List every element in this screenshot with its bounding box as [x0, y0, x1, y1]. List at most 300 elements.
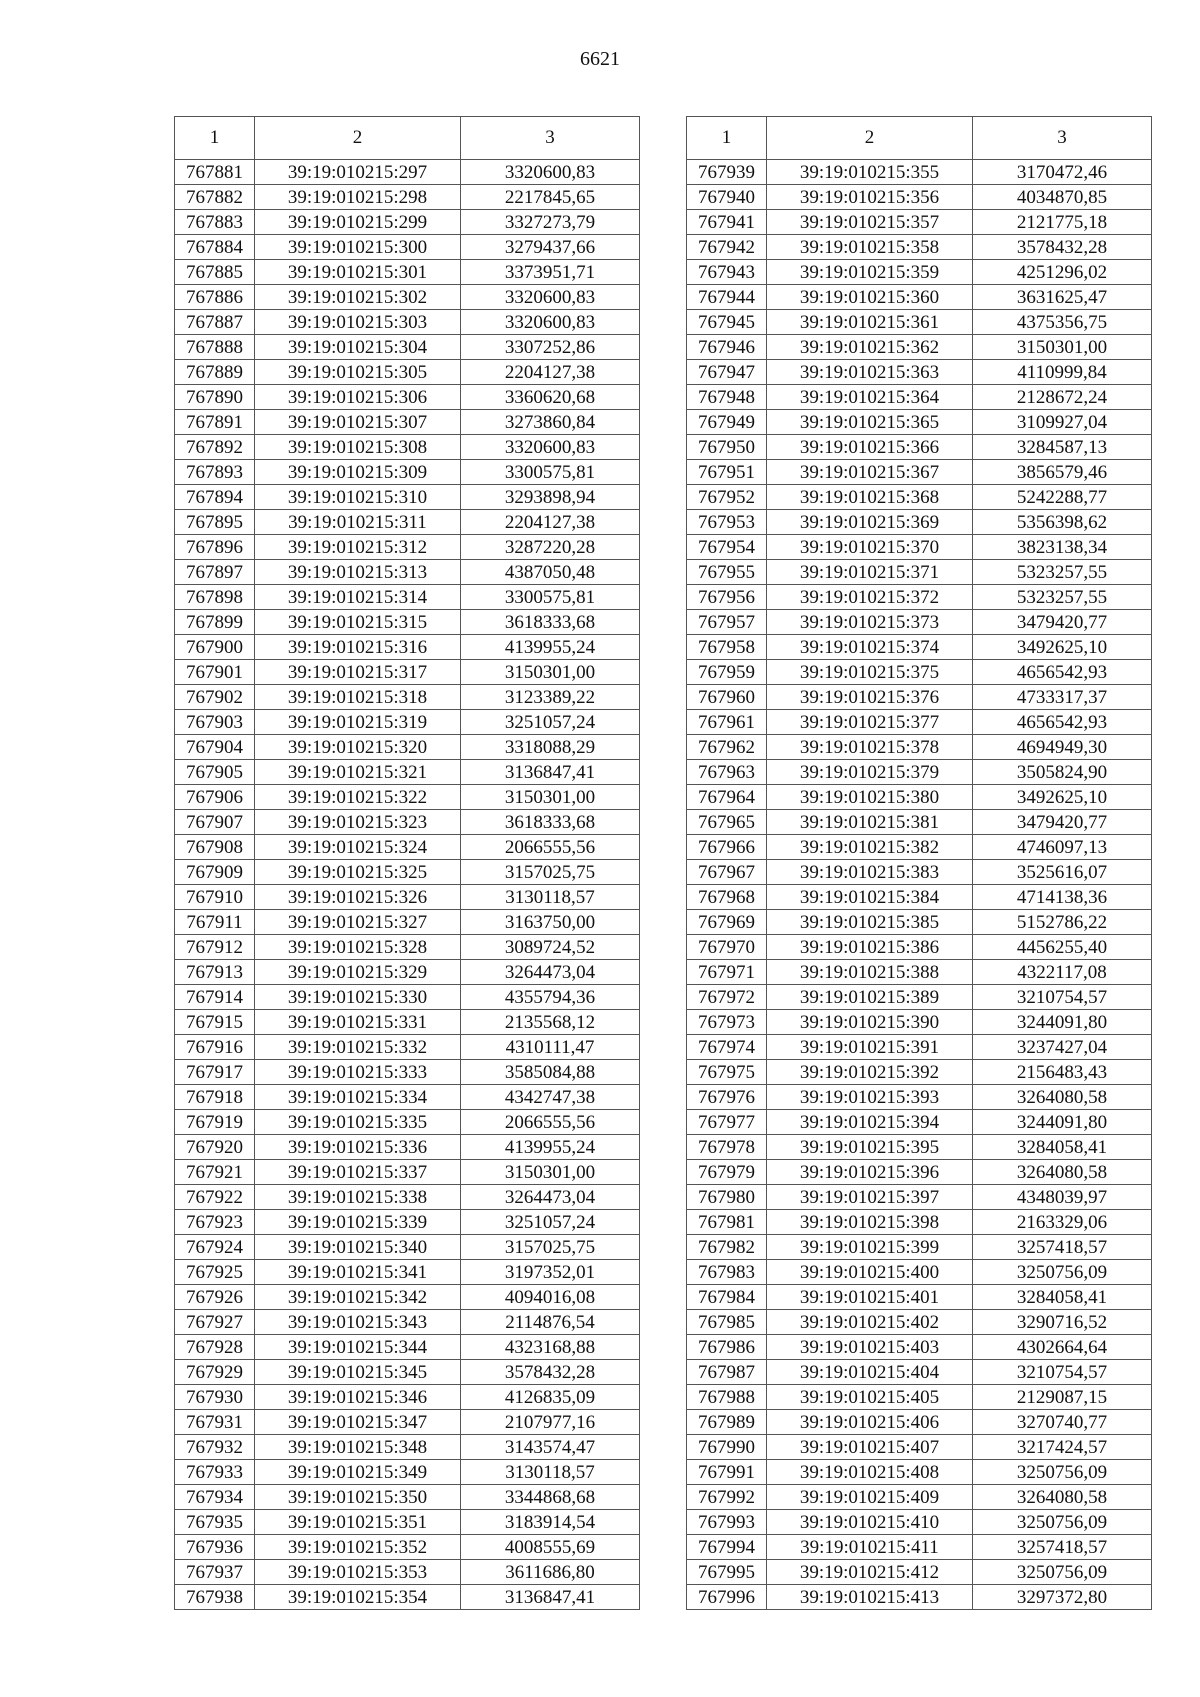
value-cell: 3320600,83	[461, 310, 640, 335]
value-cell: 3578432,28	[461, 1360, 640, 1385]
cadastral-number-cell: 39:19:010215:405	[767, 1385, 973, 1410]
row-number-cell: 767959	[687, 660, 767, 685]
cadastral-number-cell: 39:19:010215:347	[255, 1410, 461, 1435]
table-row	[687, 710, 1152, 735]
table-row	[175, 260, 640, 285]
row-number-cell: 767892	[175, 435, 255, 460]
row-number-cell: 767969	[687, 910, 767, 935]
table-row	[687, 1460, 1152, 1485]
table-row	[687, 385, 1152, 410]
cadastral-number-cell: 39:19:010215:349	[255, 1460, 461, 1485]
cadastral-number-cell: 39:19:010215:321	[255, 760, 461, 785]
value-cell: 3284587,13	[973, 435, 1152, 460]
value-cell: 2066555,56	[461, 1110, 640, 1135]
table-row	[687, 1135, 1152, 1160]
cadastral-number-cell: 39:19:010215:337	[255, 1160, 461, 1185]
value-cell: 3492625,10	[973, 785, 1152, 810]
row-number-cell: 767929	[175, 1360, 255, 1385]
row-number-cell: 767904	[175, 735, 255, 760]
value-cell: 3170472,46	[973, 160, 1152, 185]
row-number-cell: 767932	[175, 1435, 255, 1460]
table-row	[175, 1360, 640, 1385]
cadastral-number-cell: 39:19:010215:350	[255, 1485, 461, 1510]
cadastral-number-cell: 39:19:010215:381	[767, 810, 973, 835]
row-number-cell: 767914	[175, 985, 255, 1010]
value-cell: 4310111,47	[461, 1035, 640, 1060]
cadastral-number-cell: 39:19:010215:304	[255, 335, 461, 360]
value-cell: 2156483,43	[973, 1060, 1152, 1085]
table-row	[687, 1010, 1152, 1035]
row-number-cell: 767988	[687, 1385, 767, 1410]
header-row	[687, 117, 1152, 160]
cadastral-number-cell: 39:19:010215:366	[767, 435, 973, 460]
cadastral-number-cell: 39:19:010215:367	[767, 460, 973, 485]
value-cell: 2121775,18	[973, 210, 1152, 235]
value-cell: 4322117,08	[973, 960, 1152, 985]
cadastral-number-cell: 39:19:010215:338	[255, 1185, 461, 1210]
table-row	[687, 960, 1152, 985]
cadastral-number-cell: 39:19:010215:389	[767, 985, 973, 1010]
value-cell: 3284058,41	[973, 1285, 1152, 1310]
table-row	[687, 560, 1152, 585]
row-number-cell: 767889	[175, 360, 255, 385]
value-cell: 5323257,55	[973, 560, 1152, 585]
row-number-cell: 767885	[175, 260, 255, 285]
table-row	[687, 460, 1152, 485]
cadastral-number-cell: 39:19:010215:412	[767, 1560, 973, 1585]
table-row	[175, 335, 640, 360]
cadastral-number-cell: 39:19:010215:410	[767, 1510, 973, 1535]
row-number-cell: 767908	[175, 835, 255, 860]
row-number-cell: 767951	[687, 460, 767, 485]
cadastral-number-cell: 39:19:010215:378	[767, 735, 973, 760]
cadastral-number-cell: 39:19:010215:403	[767, 1335, 973, 1360]
cadastral-number-cell: 39:19:010215:354	[255, 1585, 461, 1610]
row-number-cell: 767947	[687, 360, 767, 385]
table-row	[175, 760, 640, 785]
value-cell: 3618333,68	[461, 610, 640, 635]
value-cell: 3210754,57	[973, 1360, 1152, 1385]
value-cell: 3163750,00	[461, 910, 640, 935]
table-row	[687, 285, 1152, 310]
row-number-cell: 767996	[687, 1585, 767, 1610]
row-number-cell: 767966	[687, 835, 767, 860]
table-row	[687, 1360, 1152, 1385]
row-number-cell: 767881	[175, 160, 255, 185]
column-header-1: 1	[687, 117, 767, 160]
row-number-cell: 767941	[687, 210, 767, 235]
column-header-3: 3	[461, 117, 640, 160]
cadastral-number-cell: 39:19:010215:353	[255, 1560, 461, 1585]
cadastral-number-cell: 39:19:010215:408	[767, 1460, 973, 1485]
row-number-cell: 767940	[687, 185, 767, 210]
row-number-cell: 767936	[175, 1535, 255, 1560]
row-number-cell: 767899	[175, 610, 255, 635]
row-number-cell: 767906	[175, 785, 255, 810]
row-number-cell: 767910	[175, 885, 255, 910]
row-number-cell: 767945	[687, 310, 767, 335]
value-cell: 4126835,09	[461, 1385, 640, 1410]
value-cell: 3251057,24	[461, 1210, 640, 1235]
table-row	[175, 310, 640, 335]
row-number-cell: 767957	[687, 610, 767, 635]
value-cell: 3264080,58	[973, 1160, 1152, 1185]
cadastral-number-cell: 39:19:010215:362	[767, 335, 973, 360]
row-number-cell: 767891	[175, 410, 255, 435]
cadastral-number-cell: 39:19:010215:391	[767, 1035, 973, 1060]
value-cell: 4355794,36	[461, 985, 640, 1010]
value-cell: 3136847,41	[461, 1585, 640, 1610]
row-number-cell: 767987	[687, 1360, 767, 1385]
cadastral-number-cell: 39:19:010215:311	[255, 510, 461, 535]
row-number-cell: 767930	[175, 1385, 255, 1410]
table-row	[175, 585, 640, 610]
cadastral-number-cell: 39:19:010215:313	[255, 560, 461, 585]
value-cell: 3287220,28	[461, 535, 640, 560]
row-number-cell: 767964	[687, 785, 767, 810]
table-row	[687, 1310, 1152, 1335]
table-row	[175, 385, 640, 410]
row-number-cell: 767921	[175, 1160, 255, 1185]
cadastral-number-cell: 39:19:010215:335	[255, 1110, 461, 1135]
table-row	[687, 510, 1152, 535]
table-row	[175, 1410, 640, 1435]
row-number-cell: 767990	[687, 1435, 767, 1460]
row-number-cell: 767893	[175, 460, 255, 485]
row-number-cell: 767927	[175, 1310, 255, 1335]
row-number-cell: 767971	[687, 960, 767, 985]
value-cell: 3150301,00	[461, 1160, 640, 1185]
table-row	[175, 1385, 640, 1410]
table-row	[175, 1260, 640, 1285]
row-number-cell: 767975	[687, 1060, 767, 1085]
table-row	[175, 860, 640, 885]
cadastral-number-cell: 39:19:010215:396	[767, 1160, 973, 1185]
value-cell: 3143574,47	[461, 1435, 640, 1460]
table-row	[687, 910, 1152, 935]
cadastral-number-cell: 39:19:010215:339	[255, 1210, 461, 1235]
value-cell: 3237427,04	[973, 1035, 1152, 1060]
cadastral-number-cell: 39:19:010215:386	[767, 935, 973, 960]
cadastral-number-cell: 39:19:010215:377	[767, 710, 973, 735]
table-row	[687, 335, 1152, 360]
row-number-cell: 767993	[687, 1510, 767, 1535]
table-row	[175, 535, 640, 560]
cadastral-number-cell: 39:19:010215:320	[255, 735, 461, 760]
row-number-cell: 767983	[687, 1260, 767, 1285]
value-cell: 4733317,37	[973, 685, 1152, 710]
table-row	[687, 1510, 1152, 1535]
value-cell: 3479420,77	[973, 610, 1152, 635]
table-row	[175, 635, 640, 660]
cadastral-number-cell: 39:19:010215:307	[255, 410, 461, 435]
table-row	[687, 1485, 1152, 1510]
value-cell: 4375356,75	[973, 310, 1152, 335]
value-cell: 3300575,81	[461, 585, 640, 610]
row-number-cell: 767984	[687, 1285, 767, 1310]
row-number-cell: 767882	[175, 185, 255, 210]
table-row	[687, 1160, 1152, 1185]
table-row	[687, 1035, 1152, 1060]
table-row	[175, 710, 640, 735]
cadastral-number-cell: 39:19:010215:351	[255, 1510, 461, 1535]
cadastral-number-cell: 39:19:010215:406	[767, 1410, 973, 1435]
table-row	[687, 1435, 1152, 1460]
row-number-cell: 767944	[687, 285, 767, 310]
value-cell: 4342747,38	[461, 1085, 640, 1110]
cadastral-number-cell: 39:19:010215:390	[767, 1010, 973, 1035]
row-number-cell: 767953	[687, 510, 767, 535]
row-number-cell: 767960	[687, 685, 767, 710]
cadastral-number-cell: 39:19:010215:392	[767, 1060, 973, 1085]
row-number-cell: 767884	[175, 235, 255, 260]
cadastral-number-cell: 39:19:010215:340	[255, 1235, 461, 1260]
row-number-cell: 767907	[175, 810, 255, 835]
value-cell: 3251057,24	[461, 710, 640, 735]
cadastral-number-cell: 39:19:010215:317	[255, 660, 461, 685]
value-cell: 4746097,13	[973, 835, 1152, 860]
table-row	[687, 185, 1152, 210]
table-row	[687, 1535, 1152, 1560]
value-cell: 2135568,12	[461, 1010, 640, 1035]
table-left	[174, 116, 640, 1610]
row-number-cell: 767994	[687, 1535, 767, 1560]
table-row	[175, 1235, 640, 1260]
value-cell: 3257418,57	[973, 1535, 1152, 1560]
table-row	[687, 1410, 1152, 1435]
cadastral-number-cell: 39:19:010215:322	[255, 785, 461, 810]
row-number-cell: 767918	[175, 1085, 255, 1110]
row-number-cell: 767946	[687, 335, 767, 360]
row-number-cell: 767982	[687, 1235, 767, 1260]
cadastral-number-cell: 39:19:010215:341	[255, 1260, 461, 1285]
value-cell: 4094016,08	[461, 1285, 640, 1310]
row-number-cell: 767912	[175, 935, 255, 960]
table-row	[175, 410, 640, 435]
column-header-2: 2	[255, 117, 461, 160]
table-row	[175, 610, 640, 635]
row-number-cell: 767902	[175, 685, 255, 710]
cadastral-number-cell: 39:19:010215:345	[255, 1360, 461, 1385]
row-number-cell: 767923	[175, 1210, 255, 1235]
cadastral-number-cell: 39:19:010215:331	[255, 1010, 461, 1035]
table-row	[687, 1335, 1152, 1360]
cadastral-number-cell: 39:19:010215:316	[255, 635, 461, 660]
table-row	[175, 1335, 640, 1360]
row-number-cell: 767952	[687, 485, 767, 510]
table-row	[175, 1035, 640, 1060]
cadastral-number-cell: 39:19:010215:373	[767, 610, 973, 635]
cadastral-number-cell: 39:19:010215:299	[255, 210, 461, 235]
row-number-cell: 767974	[687, 1035, 767, 1060]
value-cell: 3257418,57	[973, 1235, 1152, 1260]
value-cell: 2217845,65	[461, 185, 640, 210]
cadastral-number-cell: 39:19:010215:308	[255, 435, 461, 460]
value-cell: 3264080,58	[973, 1085, 1152, 1110]
row-number-cell: 767948	[687, 385, 767, 410]
cadastral-number-cell: 39:19:010215:395	[767, 1135, 973, 1160]
table-row	[175, 1560, 640, 1585]
value-cell: 3505824,90	[973, 760, 1152, 785]
table-row	[687, 1085, 1152, 1110]
value-cell: 3293898,94	[461, 485, 640, 510]
value-cell: 3320600,83	[461, 160, 640, 185]
row-number-cell: 767950	[687, 435, 767, 460]
table-row	[687, 660, 1152, 685]
table-row	[687, 810, 1152, 835]
value-cell: 3318088,29	[461, 735, 640, 760]
cadastral-number-cell: 39:19:010215:302	[255, 285, 461, 310]
table-row	[687, 585, 1152, 610]
table-row	[175, 285, 640, 310]
row-number-cell: 767973	[687, 1010, 767, 1035]
table-row	[175, 560, 640, 585]
cadastral-number-cell: 39:19:010215:363	[767, 360, 973, 385]
row-number-cell: 767965	[687, 810, 767, 835]
value-cell: 2066555,56	[461, 835, 640, 860]
table-row	[687, 1185, 1152, 1210]
row-number-cell: 767933	[175, 1460, 255, 1485]
value-cell: 3273860,84	[461, 410, 640, 435]
table-row	[687, 360, 1152, 385]
value-cell: 3244091,80	[973, 1110, 1152, 1135]
table-row	[687, 860, 1152, 885]
cadastral-number-cell: 39:19:010215:330	[255, 985, 461, 1010]
cadastral-number-cell: 39:19:010215:305	[255, 360, 461, 385]
value-cell: 3197352,01	[461, 1260, 640, 1285]
cadastral-number-cell: 39:19:010215:346	[255, 1385, 461, 1410]
row-number-cell: 767943	[687, 260, 767, 285]
value-cell: 3123389,22	[461, 685, 640, 710]
cadastral-number-cell: 39:19:010215:332	[255, 1035, 461, 1060]
cadastral-number-cell: 39:19:010215:371	[767, 560, 973, 585]
value-cell: 5356398,62	[973, 510, 1152, 535]
table-row	[687, 410, 1152, 435]
cadastral-number-cell: 39:19:010215:306	[255, 385, 461, 410]
value-cell: 3327273,79	[461, 210, 640, 235]
row-number-cell: 767935	[175, 1510, 255, 1535]
value-cell: 4008555,69	[461, 1535, 640, 1560]
row-number-cell: 767954	[687, 535, 767, 560]
cadastral-number-cell: 39:19:010215:324	[255, 835, 461, 860]
value-cell: 3109927,04	[973, 410, 1152, 435]
row-number-cell: 767896	[175, 535, 255, 560]
value-cell: 3136847,41	[461, 760, 640, 785]
cadastral-number-cell: 39:19:010215:312	[255, 535, 461, 560]
table-row	[175, 1510, 640, 1535]
row-number-cell: 767939	[687, 160, 767, 185]
table-row	[175, 160, 640, 185]
row-number-cell: 767962	[687, 735, 767, 760]
value-cell: 4714138,36	[973, 885, 1152, 910]
row-number-cell: 767977	[687, 1110, 767, 1135]
value-cell: 2107977,16	[461, 1410, 640, 1435]
value-cell: 3618333,68	[461, 810, 640, 835]
value-cell: 3157025,75	[461, 860, 640, 885]
table-row	[687, 1560, 1152, 1585]
table-row	[687, 535, 1152, 560]
row-number-cell: 767890	[175, 385, 255, 410]
value-cell: 3823138,34	[973, 535, 1152, 560]
cadastral-number-cell: 39:19:010215:372	[767, 585, 973, 610]
row-number-cell: 767961	[687, 710, 767, 735]
value-cell: 3290716,52	[973, 1310, 1152, 1335]
row-number-cell: 767883	[175, 210, 255, 235]
cadastral-number-cell: 39:19:010215:402	[767, 1310, 973, 1335]
value-cell: 4656542,93	[973, 660, 1152, 685]
table-row	[175, 1135, 640, 1160]
value-cell: 3264080,58	[973, 1485, 1152, 1510]
page-number: 6621	[580, 48, 620, 70]
table-row	[175, 1310, 640, 1335]
cadastral-number-cell: 39:19:010215:413	[767, 1585, 973, 1610]
value-cell: 3631625,47	[973, 285, 1152, 310]
value-cell: 3244091,80	[973, 1010, 1152, 1035]
table-row	[175, 1010, 640, 1035]
cadastral-number-cell: 39:19:010215:301	[255, 260, 461, 285]
value-cell: 4302664,64	[973, 1335, 1152, 1360]
row-number-cell: 767979	[687, 1160, 767, 1185]
cadastral-number-cell: 39:19:010215:336	[255, 1135, 461, 1160]
value-cell: 3297372,80	[973, 1585, 1152, 1610]
cadastral-number-cell: 39:19:010215:407	[767, 1435, 973, 1460]
column-header-3: 3	[973, 117, 1152, 160]
cadastral-number-cell: 39:19:010215:384	[767, 885, 973, 910]
value-cell: 3300575,81	[461, 460, 640, 485]
table-row	[175, 785, 640, 810]
table-row	[175, 835, 640, 860]
row-number-cell: 767942	[687, 235, 767, 260]
cadastral-number-cell: 39:19:010215:352	[255, 1535, 461, 1560]
row-number-cell: 767938	[175, 1585, 255, 1610]
table-row	[687, 985, 1152, 1010]
row-number-cell: 767886	[175, 285, 255, 310]
row-number-cell: 767931	[175, 1410, 255, 1435]
cadastral-number-cell: 39:19:010215:348	[255, 1435, 461, 1460]
value-cell: 4139955,24	[461, 635, 640, 660]
cadastral-number-cell: 39:19:010215:323	[255, 810, 461, 835]
value-cell: 3250756,09	[973, 1560, 1152, 1585]
row-number-cell: 767898	[175, 585, 255, 610]
row-number-cell: 767978	[687, 1135, 767, 1160]
cadastral-number-cell: 39:19:010215:379	[767, 760, 973, 785]
cadastral-number-cell: 39:19:010215:400	[767, 1260, 973, 1285]
cadastral-number-cell: 39:19:010215:382	[767, 835, 973, 860]
row-number-cell: 767972	[687, 985, 767, 1010]
row-number-cell: 767967	[687, 860, 767, 885]
table-row	[175, 1285, 640, 1310]
cadastral-number-cell: 39:19:010215:360	[767, 285, 973, 310]
cadastral-number-cell: 39:19:010215:368	[767, 485, 973, 510]
row-number-cell: 767924	[175, 1235, 255, 1260]
table-row	[687, 1110, 1152, 1135]
value-cell: 3284058,41	[973, 1135, 1152, 1160]
table-row	[175, 1210, 640, 1235]
table-row	[687, 210, 1152, 235]
value-cell: 4656542,93	[973, 710, 1152, 735]
table-row	[687, 735, 1152, 760]
table-row	[175, 685, 640, 710]
row-number-cell: 767956	[687, 585, 767, 610]
cadastral-number-cell: 39:19:010215:374	[767, 635, 973, 660]
table-row	[175, 985, 640, 1010]
row-number-cell: 767925	[175, 1260, 255, 1285]
cadastral-number-cell: 39:19:010215:394	[767, 1110, 973, 1135]
cadastral-number-cell: 39:19:010215:399	[767, 1235, 973, 1260]
cadastral-number-cell: 39:19:010215:397	[767, 1185, 973, 1210]
row-number-cell: 767911	[175, 910, 255, 935]
value-cell: 3856579,46	[973, 460, 1152, 485]
